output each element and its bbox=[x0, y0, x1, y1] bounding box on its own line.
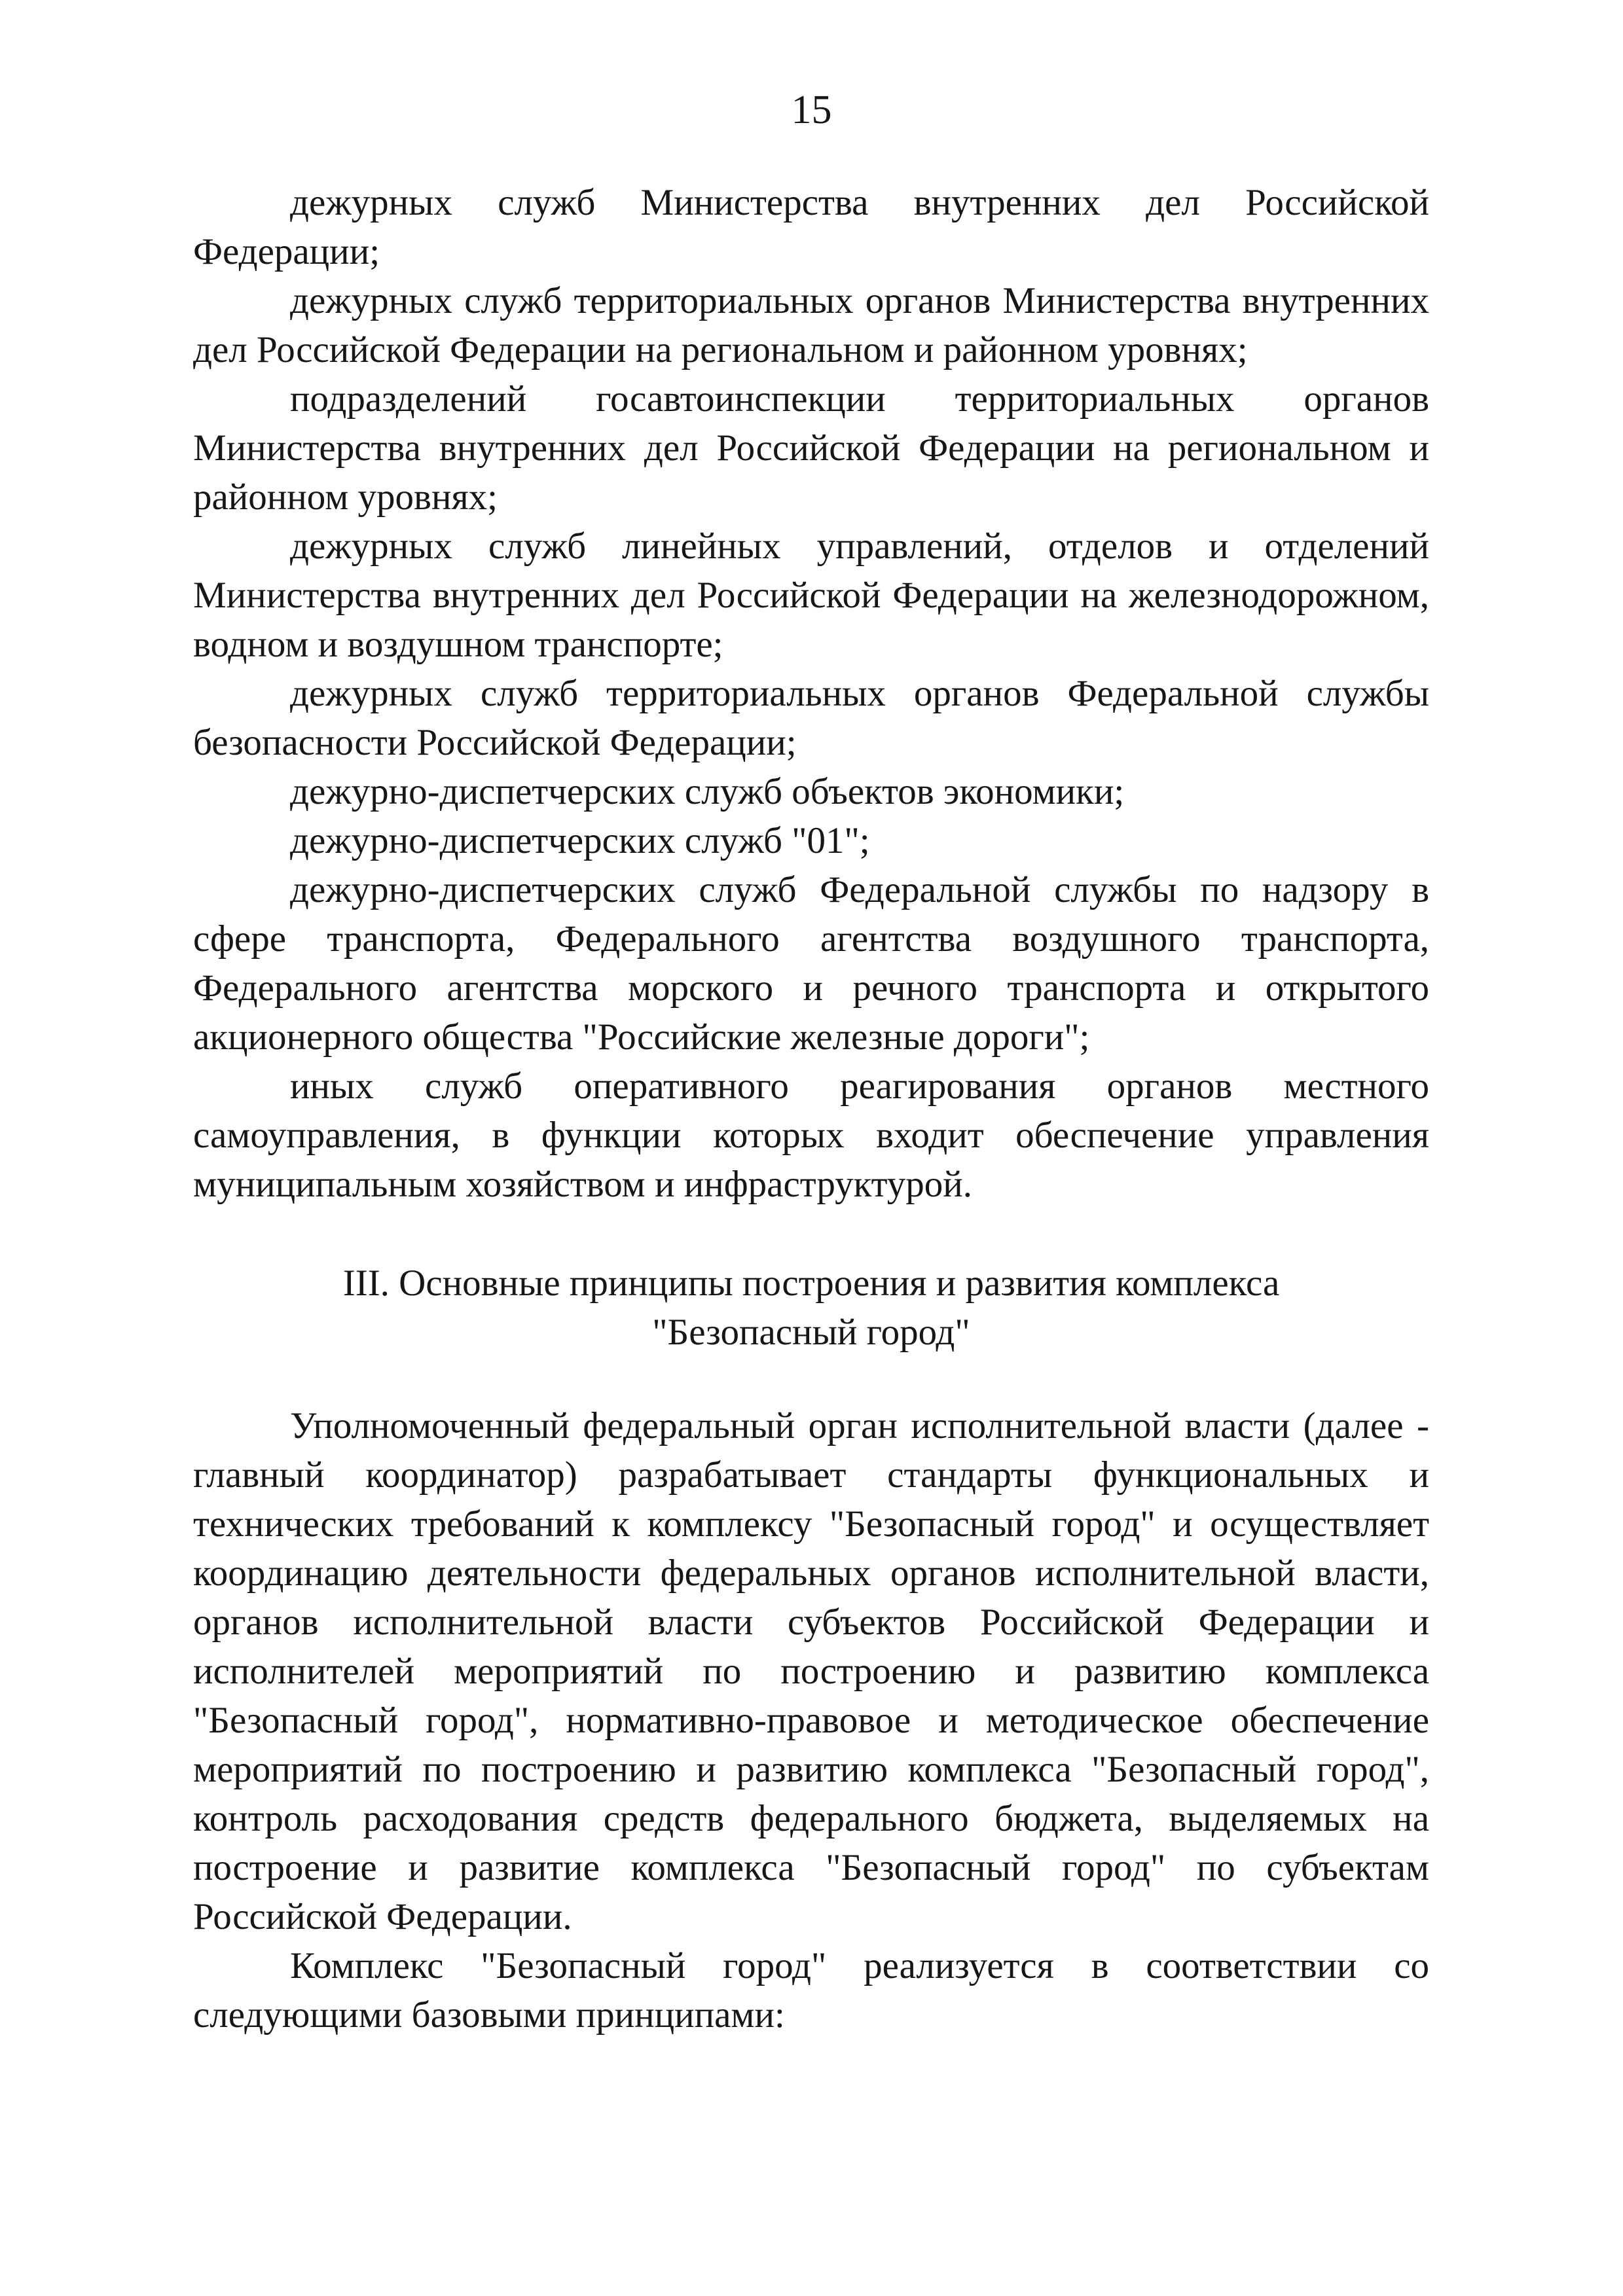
list-item: дежурно-диспетчерских служб "01"; bbox=[290, 820, 870, 861]
section-heading-line: "Безопасный город" bbox=[652, 1312, 970, 1353]
list-item: подразделений госавтоинспекции территориальных органов Министерства внутренних дел Российской Федерации на региональном и районном уровнях; bbox=[193, 378, 1429, 518]
page-number: 15 bbox=[791, 88, 832, 132]
list-item: дежурных служб территориальных органов Министерства внутренних дел Российской Федерации на региональном и районном уровнях; bbox=[193, 280, 1429, 370]
body-text bbox=[193, 178, 1429, 2039]
paragraph: Уполномоченный федеральный орган исполнительной власти (далее - главный координатор) разрабатывает стандарты функциональных и технических требований к комплексу "Безопасный город" и осуществляет координацию деятельности федеральных органов исполнительной власти, органов исполнительной власти субъектов Российской Федерации и исполнителей мероприятий по построению и развитию комплекса "Безопасный город", нормативно-правовое и методическое обеспечение мероприятий по построению и развитию комплекса "Безопасный город", контроль расходования средств федерального бюджета, выделяемых на построение и развитие комплекса "Безопасный город" по субъектам Российской Федерации. bbox=[193, 1405, 1429, 1937]
list-item: дежурных служб Министерства внутренних дел Российской Федерации; bbox=[193, 182, 1429, 272]
list-item: иных служб оперативного реагирования органов местного самоуправления, в функции которых входит обеспечение управления муниципальным хозяйством и инфраструктурой. bbox=[193, 1066, 1429, 1205]
list-item: дежурно-диспетчерских служб Федеральной службы по надзору в сфере транспорта, Федерального агентства воздушного транспорта, Федерального агентства морского и речного транспорта и открытого акционерного общества "Российские железные дороги"; bbox=[193, 869, 1429, 1058]
list-item: дежурно-диспетчерских служб объектов экономики; bbox=[290, 771, 1125, 812]
section-heading-line: III. Основные принципы построения и развития комплекса bbox=[342, 1263, 1280, 1304]
paragraph: Комплекс "Безопасный город" реализуется в соответствии со следующими базовыми принципами: bbox=[193, 1945, 1429, 2036]
list-item: дежурных служб линейных управлений, отделов и отделений Министерства внутренних дел Российской Федерации на железнодорожном, водном и воздушном транспорте; bbox=[193, 526, 1429, 665]
section-heading bbox=[193, 1259, 1429, 1357]
list-item: дежурных служб территориальных органов Федеральной службы безопасности Российской Федерации; bbox=[193, 673, 1429, 763]
